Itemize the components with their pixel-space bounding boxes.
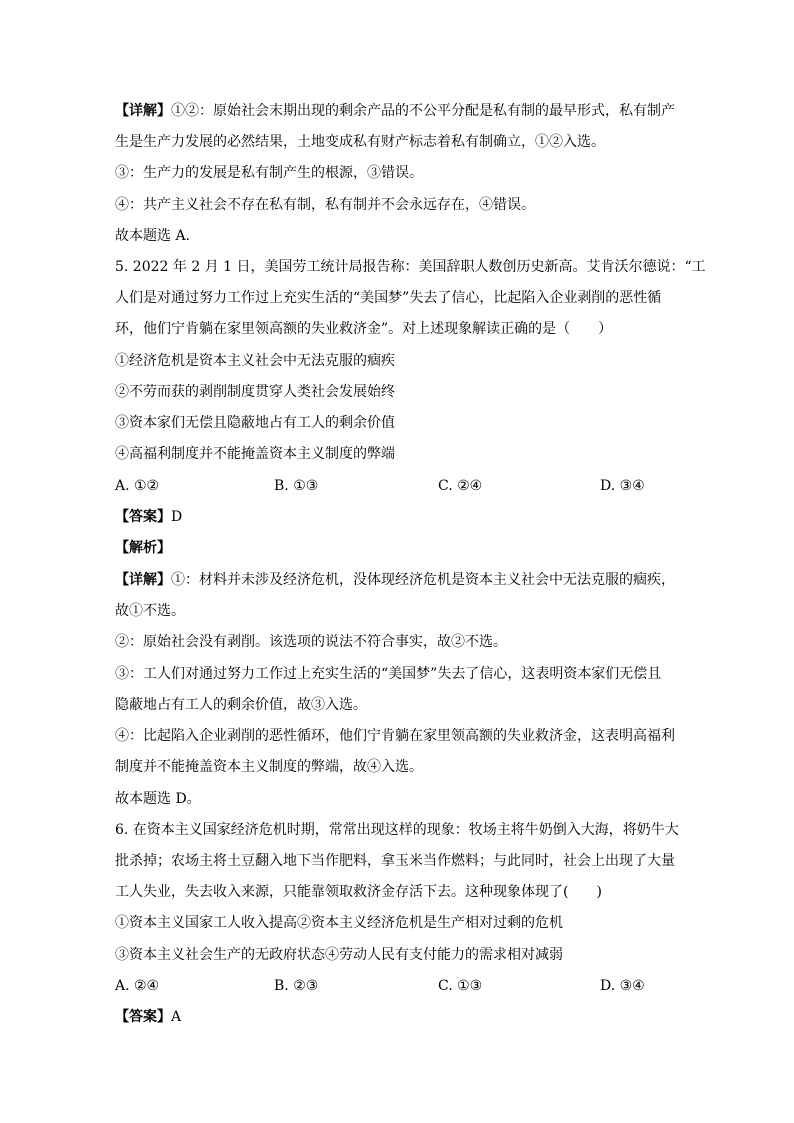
q5-detail-line-4: ③：工人们对通过努力工作过上充实生活的“美国梦”失去了信心，这表明资本家们无偿且 [115,666,662,682]
detail-line-4: ④：共产主义社会不存在私有制，私有制并不会永远存在，④错误。 [115,197,535,213]
detail-tag: 【详解】 [115,103,171,119]
q6-stem-line-1: 6. 在资本主义国家经济危机时期，常常出现这样的现象：牧场主将牛奶倒入大海，将奶牛大 [115,822,679,838]
q5-detail-line-7: 制度并不能掩盖资本主义制度的弊端，故④入选。 [115,759,423,775]
q5-stem-line-3: 环，他们宁肯躺在家里领高额的失业救济金”。对上述现象解读正确的是（ ） [115,321,613,337]
q5-analysis-tag: 【解析】 [115,540,171,556]
q5-item-1: ①经济危机是资本主义社会中无法克服的痼疾 [115,353,395,369]
q5-stem-line-1: 5. 2022 年 2 月 1 日，美国劳工统计局报告称：美国辞职人数创历史新高。艾肯沃尔德说：“工 [115,259,706,275]
q6-option-a: A. ②④ [115,978,160,994]
q5-detail-line-5: 隐蔽地占有工人的剩余价值，故③入选。 [115,697,367,713]
q6-stem-line-2: 批杀掉；农场主将土豆翻入地下当作肥料，拿玉米当作燃料；与此同时，社会上出现了大量 [115,853,675,869]
q6-option-d: D. ③④ [600,978,645,994]
q5-item-4: ④高福利制度并不能掩盖资本主义制度的弊端 [115,446,395,462]
detail-tag: 【详解】 [115,572,171,588]
q5-option-c: C. ②④ [438,478,483,494]
q6-items-3-4: ③资本主义社会生产的无政府状态④劳动人民有支付能力的需求相对减弱 [115,947,563,963]
q5-answer-line [115,507,182,527]
answer-tag: 【答案】 [115,509,171,525]
q6-answer-line [115,1007,181,1027]
detail-line-1 [115,101,675,121]
q5-item-2: ②不劳而获的剥削制度贯穿人类社会发展始终 [115,384,395,400]
q5-detail-line-3: ②：原始社会没有剥削。该选项的说法不符合事实，故②不选。 [115,634,507,650]
q5-conclusion-line: 故本题选 D。 [115,791,201,807]
q6-option-b: B. ②③ [274,978,319,994]
q5-item-3: ③资本家们无偿且隐蔽地占有工人的剩余价值 [115,415,395,431]
detail-line-2: 生是生产力发展的必然结果，土地变成私有财产标志着私有制确立，①②入选。 [115,134,605,150]
detail-line-3: ③：生产力的发展是私有制产生的根源，③错误。 [115,165,423,181]
q5-option-a: A. ①② [115,478,160,494]
q5-stem-line-2: 人们是对通过努力工作过上充实生活的“美国梦”失去了信心，比起陷入企业剥削的恶性循 [115,290,662,306]
q6-items-1-2: ①资本主义国家工人收入提高②资本主义经济危机是生产相对过剩的危机 [115,915,563,931]
answer-value: A [171,1009,182,1025]
q6-option-c: C. ①③ [438,978,483,994]
q6-stem-line-3: 工人失业，失去收入来源，只能靠领取救济金存活下去。这种现象体现了( ) [115,884,602,900]
q5-detail-line-2: 故①不选。 [115,603,185,619]
detail-text: ①②：原始社会末期出现的剩余产品的不公平分配是私有制的最早形式，私有制产 [171,103,675,119]
q5-option-d: D. ③④ [600,478,645,494]
q5-detail-line-1 [115,570,675,590]
answer-tag: 【答案】 [115,1009,171,1025]
q5-option-b: B. ①③ [274,478,319,494]
q5-detail-line-6: ④：比起陷入企业剥削的恶性循环，他们宁肯躺在家里领高额的失业救济金，这表明高福利 [115,728,675,744]
detail-text: ①：材料并未涉及经济危机，没体现经济危机是资本主义社会中无法克服的痼疾， [171,572,675,588]
answer-value: D [171,509,183,525]
conclusion-line: 故本题选 A. [115,228,191,244]
